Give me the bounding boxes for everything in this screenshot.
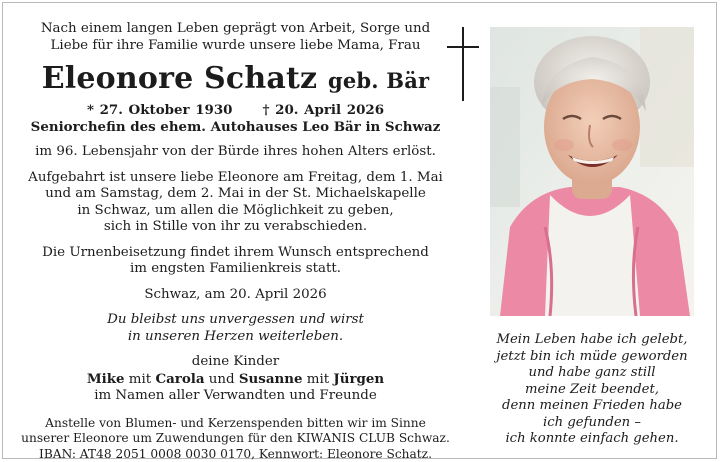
cross-icon — [447, 27, 479, 101]
family-names — [13, 371, 458, 389]
death-notice — [2, 2, 717, 459]
poem-line: jetzt bin ich müde geworden — [496, 348, 688, 364]
deceased-name-text: Eleonore Schatz — [41, 61, 318, 96]
poem-line: ich konnte einfach gehen. — [505, 431, 679, 446]
family-heading: deine Kinder — [191, 354, 280, 369]
wake-line: Aufgebahrt ist unsere liebe Eleonore am Freitag, dem 1. Mai — [28, 169, 443, 185]
portrait-photo — [490, 27, 694, 316]
wake-line: in Schwaz, um allen die Möglichkeit zu geben, — [77, 202, 394, 218]
poem-line: meine Zeit beendet, — [525, 381, 659, 397]
donation-line: unserer Eleonore um Zuwendungen für den KIWANIS CLUB Schwaz. — [21, 431, 450, 445]
burial-line: Die Urnenbeisetzung findet ihrem Wunsch entsprechend — [42, 244, 429, 260]
partner-name: Jürgen — [333, 370, 385, 387]
deceased-name — [13, 61, 458, 99]
notice-text-column — [13, 21, 458, 462]
age-line: im 96. Lebensjahr von der Bürde ihres hohen Alters erlöst. — [35, 144, 436, 159]
relatives-line: im Namen aller Verwandten und Freunde — [94, 388, 377, 403]
poem-line: und habe ganz still — [528, 365, 656, 380]
birth-date: * 27. Oktober 1930 — [86, 102, 233, 118]
burial-line: im engsten Familienkreis statt. — [130, 261, 341, 276]
wake-paragraph — [13, 170, 458, 236]
deceased-role: Seniorchefin des ehem. Autohauses Leo Bär in Schwaz — [30, 118, 441, 135]
motto-line: in unseren Herzen weiterleben. — [127, 328, 344, 344]
partner-name: Carola — [155, 370, 205, 387]
poem — [490, 332, 694, 448]
intro-line: Liebe für ihre Familie wurde unsere liebe Mama, Frau — [50, 37, 421, 53]
connector: mit — [306, 371, 330, 387]
family-block — [13, 354, 458, 405]
connector: und — [208, 371, 235, 387]
wake-line: und am Samstag, dem 2. Mai in der St. Michaelskapelle — [45, 186, 426, 201]
wake-line: sich in Stille von ihr zu verabschieden. — [103, 219, 368, 234]
child-name: Susanne — [238, 370, 303, 387]
intro-line: Nach einem langen Leben geprägt von Arbeit, Sorge und — [40, 21, 431, 36]
child-name: Mike — [86, 370, 125, 387]
burial-paragraph — [13, 245, 458, 278]
place-date: Schwaz, am 20. April 2026 — [144, 286, 327, 302]
donation-note — [13, 416, 458, 462]
motto — [13, 312, 458, 345]
poem-line: ich gefunden – — [543, 414, 641, 430]
donation-line: IBAN: AT48 2051 0008 0030 0170, Kennwort: Eleonore Schatz. — [39, 446, 432, 461]
death-date: † 20. April 2026 — [262, 102, 385, 118]
poem-line: Mein Leben habe ich gelebt, — [496, 332, 688, 347]
life-dates — [13, 102, 458, 119]
intro-text — [13, 21, 458, 54]
donation-line: Anstelle von Blumen- und Kerzenspenden bitten wir im Sinne — [45, 415, 426, 430]
connector: mit — [128, 371, 152, 387]
motto-line: Du bleibst uns unvergessen und wirst — [107, 312, 364, 327]
maiden-name: geb. Bär — [327, 68, 430, 93]
poem-line: denn meinen Frieden habe — [502, 398, 682, 413]
